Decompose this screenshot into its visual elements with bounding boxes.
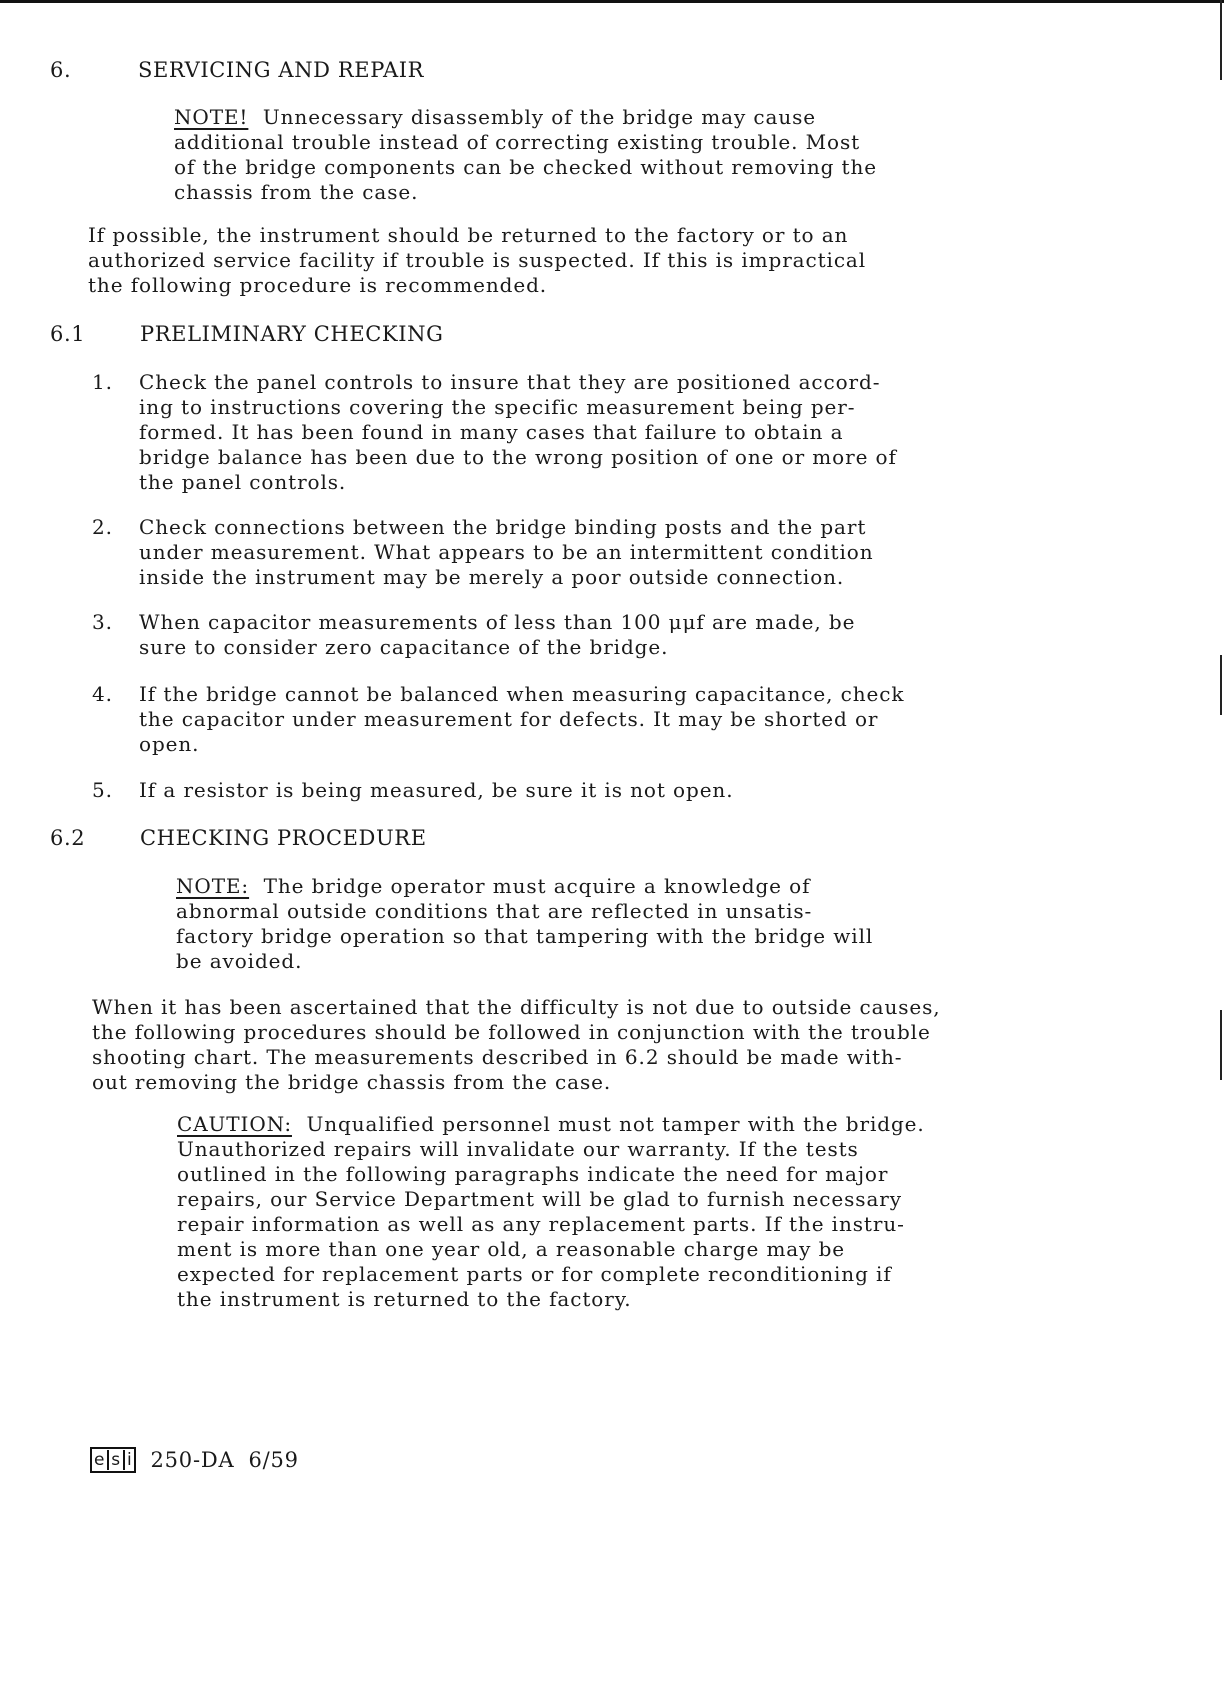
caution-paragraph [177,1112,1077,1312]
intro-line: If possible, the instrument should be returned to the factory or to an [88,223,849,247]
note-line: chassis from the case. [174,180,419,204]
item-text: If a resistor is being measured, be sure it is not open. [139,778,734,802]
item-number: 5. [92,778,113,802]
note-line: additional trouble instead of correcting existing trouble. Most [174,130,861,154]
note-line: NOTE! Unnecessary disassembly of the bridge may cause [174,105,817,129]
item-number: 3. [92,610,113,634]
caution-line: CAUTION: Unqualified personnel must not tamper with the bridge. [177,1112,925,1136]
scan-edge-mark [1220,1010,1222,1080]
intro-line: authorized service facility if trouble is suspected. If this is impractical [88,248,867,272]
intro-line: the following procedure is recommended. [88,273,548,297]
item-number: 4. [92,682,113,706]
section-title: PRELIMINARY CHECKING [140,322,444,346]
note-paragraph [176,874,1076,974]
section-number: 6.1 [50,322,86,346]
note-paragraph [174,105,1074,205]
item-text: Check the panel controls to insure that they are positioned accord- ing to instructions covering the specific measurement being per- formed. It has been found in many cases that failure to obtain a bridge balance has been due to the wrong position of one or more of the panel controls. [139,370,897,494]
procedure-paragraph [92,995,1112,1095]
procedure-line: out removing the bridge chassis from the case. [92,1070,612,1094]
caution-line: ment is more than one year old, a reasonable charge may be [177,1237,846,1261]
note-line: abnormal outside conditions that are reflected in unsatis- [176,899,813,923]
item-text: Check connections between the bridge binding posts and the part under measurement. What appears to be an intermittent condition inside the instrument may be merely a poor outside connection. [139,515,874,589]
item-number: 2. [92,515,113,539]
note-line: NOTE: The bridge operator must acquire a knowledge of [176,874,811,898]
section-number: 6.2 [50,826,86,850]
note-line: be avoided. [176,949,303,973]
caution-line: repair information as well as any replacement parts. If the instru- [177,1212,905,1236]
caution-line: outlined in the following paragraphs indicate the need for major [177,1162,889,1186]
document-date: 6/59 [248,1448,299,1472]
item-text: When capacitor measurements of less than 100 μμf are made, be sure to consider zero capacitance of the bridge. [139,610,856,659]
item-number: 1. [92,370,113,394]
note-line: factory bridge operation so that tampering with the bridge will [176,924,874,948]
procedure-line: the following procedures should be followed in conjunction with the trouble [92,1020,931,1044]
procedure-line: When it has been ascertained that the difficulty is not due to outside causes, [92,995,941,1019]
section-number: 6. [50,58,72,82]
top-border-rule [0,0,1224,3]
page-footer [90,1447,299,1473]
caution-line: expected for replacement parts or for complete reconditioning if [177,1262,892,1286]
note-label: NOTE: [176,874,250,898]
intro-paragraph [88,223,1098,298]
caution-line: repairs, our Service Department will be glad to furnish necessary [177,1187,902,1211]
item-text: If the bridge cannot be balanced when measuring capacitance, check the capacitor under measurement for defects. It may be shorted or open. [139,682,905,756]
esi-logo: e s i [90,1447,136,1473]
note-line: of the bridge components can be checked without removing the [174,155,878,179]
procedure-line: shooting chart. The measurements described in 6.2 should be made with- [92,1045,903,1069]
note-label: NOTE! [174,105,249,129]
caution-line: the instrument is returned to the factory. [177,1287,632,1311]
scan-edge-mark [1220,655,1222,715]
section-title: SERVICING AND REPAIR [138,58,425,82]
scan-edge-mark [1220,0,1222,80]
section-title: CHECKING PROCEDURE [140,826,427,850]
caution-line: Unauthorized repairs will invalidate our warranty. If the tests [177,1137,859,1161]
caution-label: CAUTION: [177,1112,292,1136]
document-id: 250-DA [150,1448,235,1472]
